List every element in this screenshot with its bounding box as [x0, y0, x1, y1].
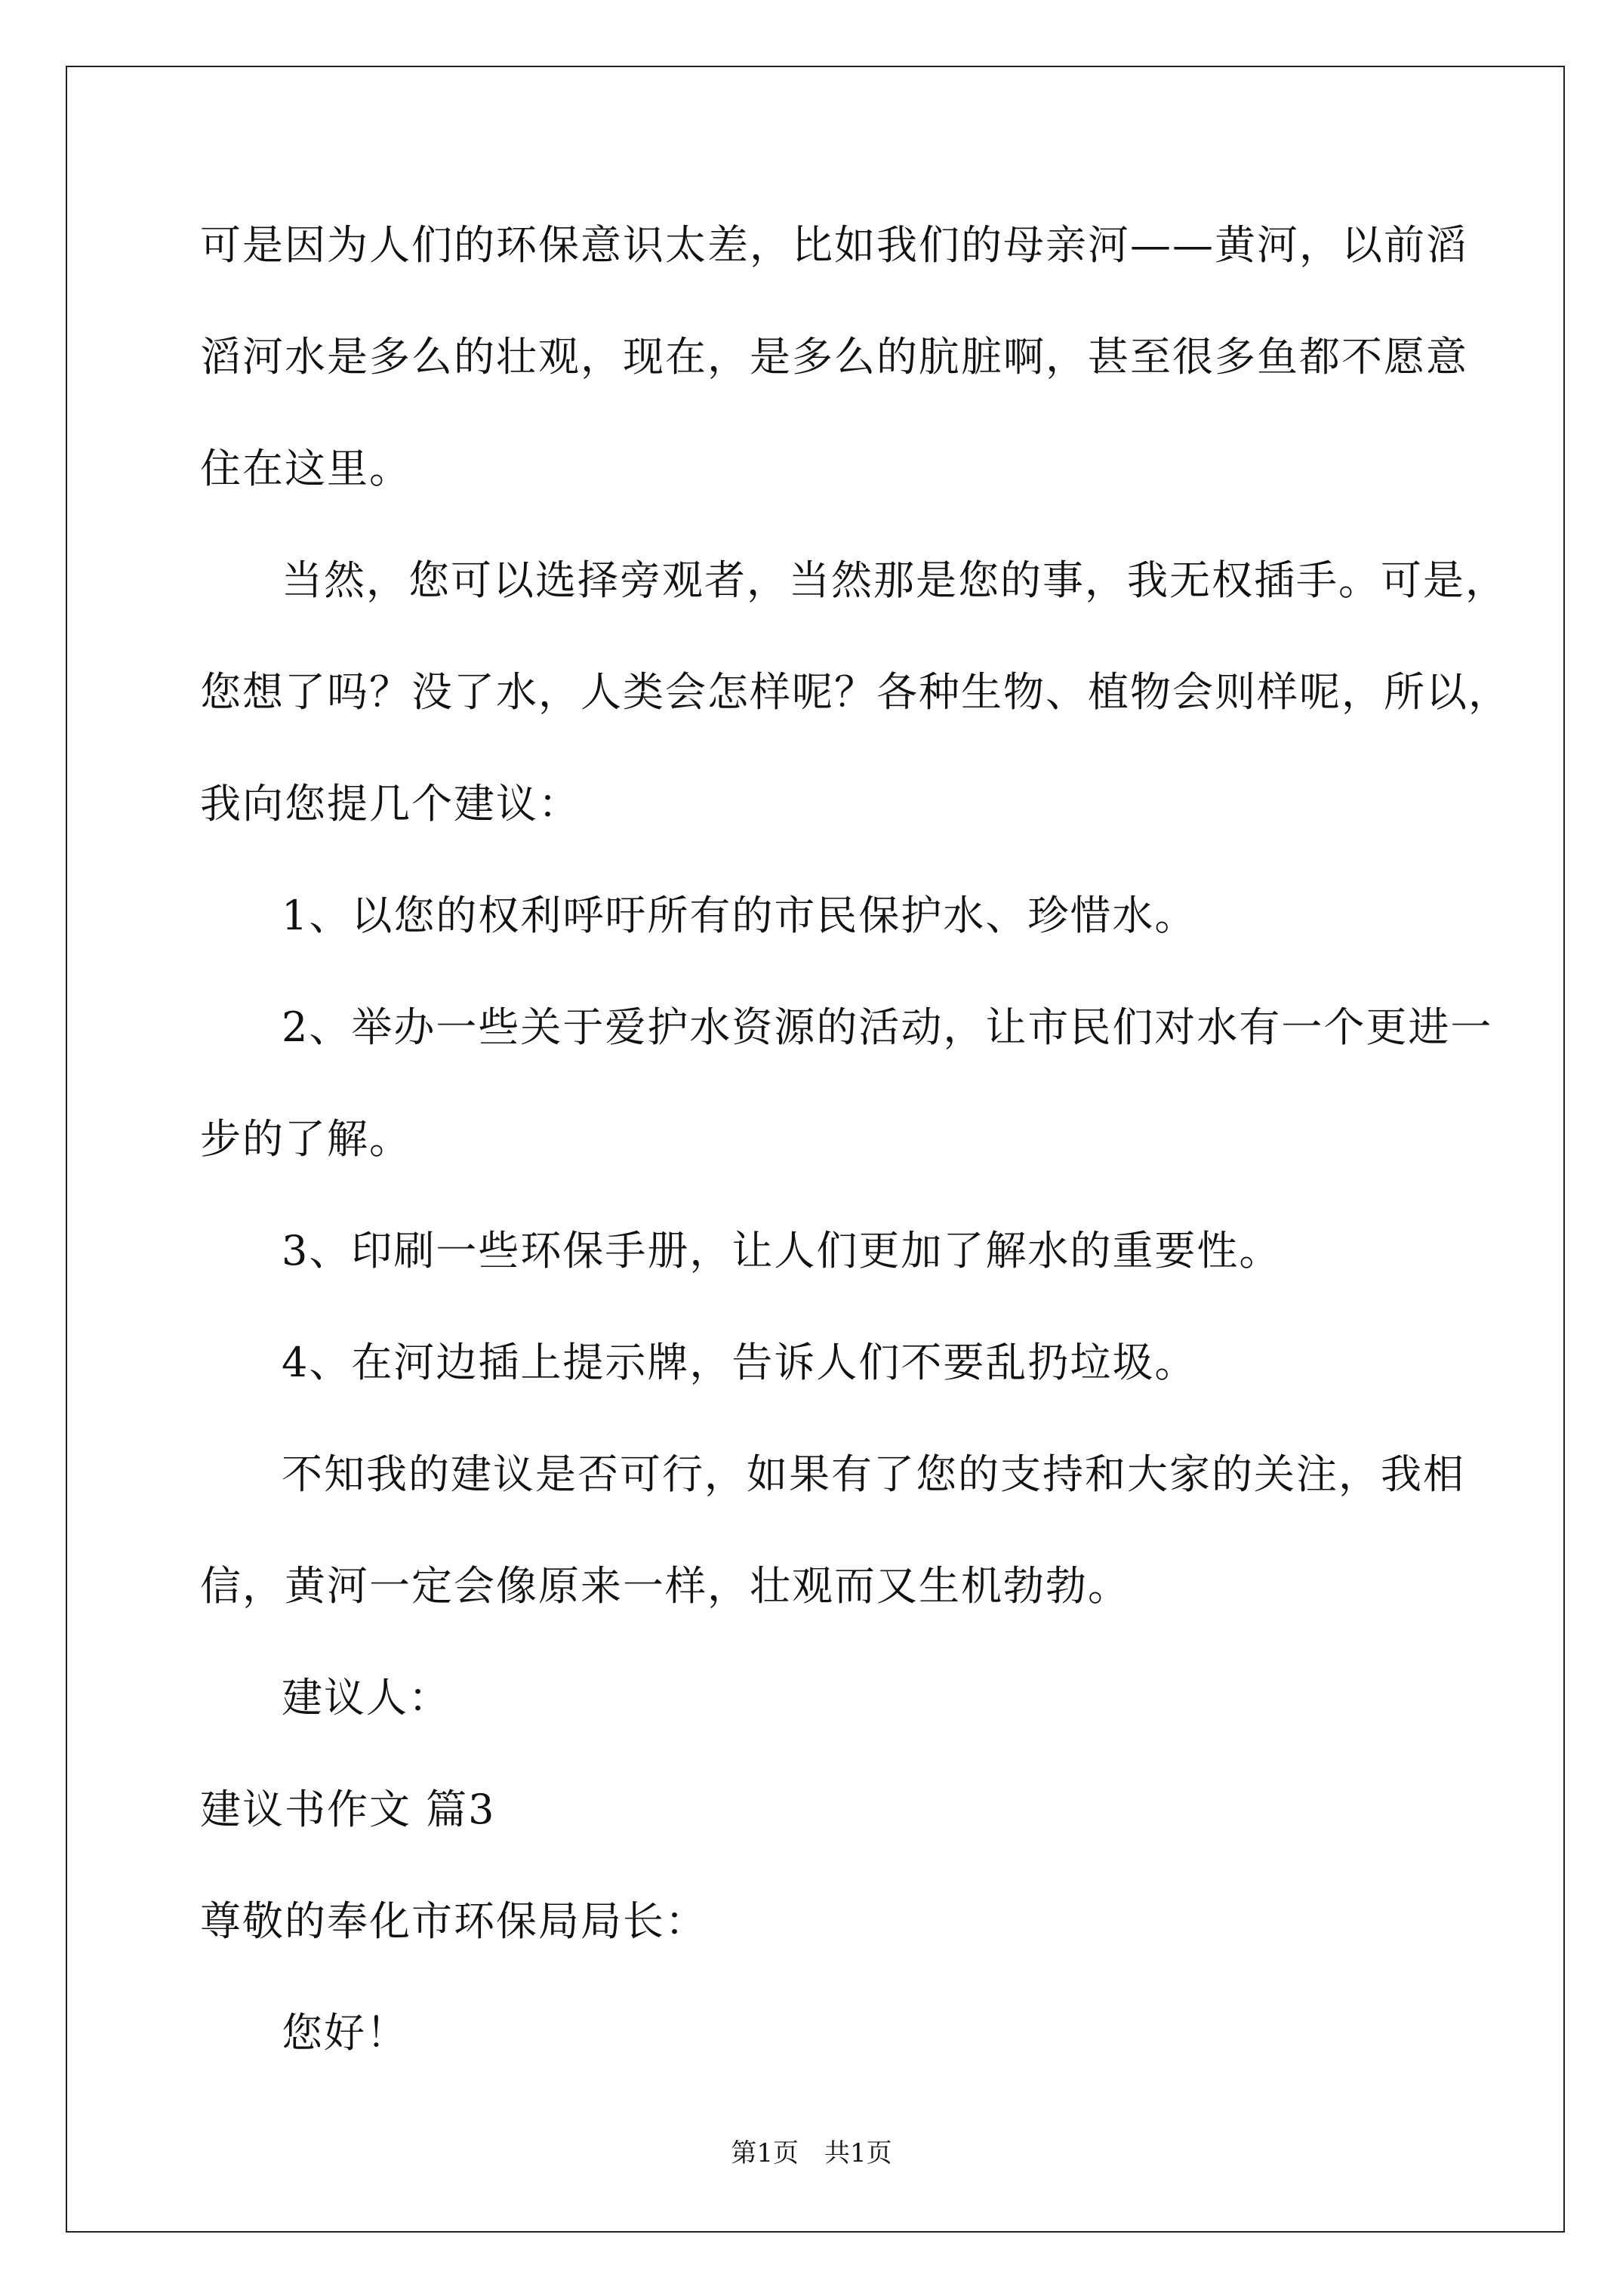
- list-item: 1、以您的权利呼吁所有的市民保护水、珍惜水。: [282, 892, 1197, 939]
- salutation: 尊敬的奉化市环保局局长：: [200, 1897, 707, 1945]
- text-line: 您想了吗？没了水，人类会怎样呢？各种生物、植物会则样呢，所以，: [200, 668, 1511, 716]
- section-heading: 建议书作文 篇3: [200, 1786, 496, 1833]
- text-line: 当然，您可以选择旁观者，当然那是您的事，我无权插手。可是，: [282, 556, 1508, 604]
- text-line: 可是因为人们的环保意识太差，比如我们的母亲河——黄河，以前滔: [200, 221, 1468, 269]
- list-item: 2、举办一些关于爱护水资源的活动，让市民们对水有一个更进一: [282, 1003, 1493, 1051]
- greeting: 您好！: [282, 2009, 408, 2057]
- text-line: 滔河水是多么的壮观，现在，是多么的肮脏啊，甚至很多鱼都不愿意: [200, 333, 1468, 381]
- list-item: 3、印刷一些环保手册，让人们更加了解水的重要性。: [282, 1227, 1282, 1274]
- page-number: 第1页 共1页: [731, 2138, 892, 2168]
- text-line: 不知我的建议是否可行，如果有了您的支持和大家的关注，我相: [282, 1450, 1465, 1498]
- text-line: 信，黄河一定会像原来一样，壮观而又生机勃勃。: [200, 1562, 1130, 1610]
- text-line: 我向您提几个建议：: [200, 780, 581, 827]
- text-line: 步的了解。: [200, 1115, 411, 1163]
- list-item: 4、在河边插上提示牌，告诉人们不要乱扔垃圾。: [282, 1339, 1197, 1386]
- signature-label: 建议人：: [282, 1674, 451, 1721]
- text-line: 住在这里。: [200, 445, 411, 492]
